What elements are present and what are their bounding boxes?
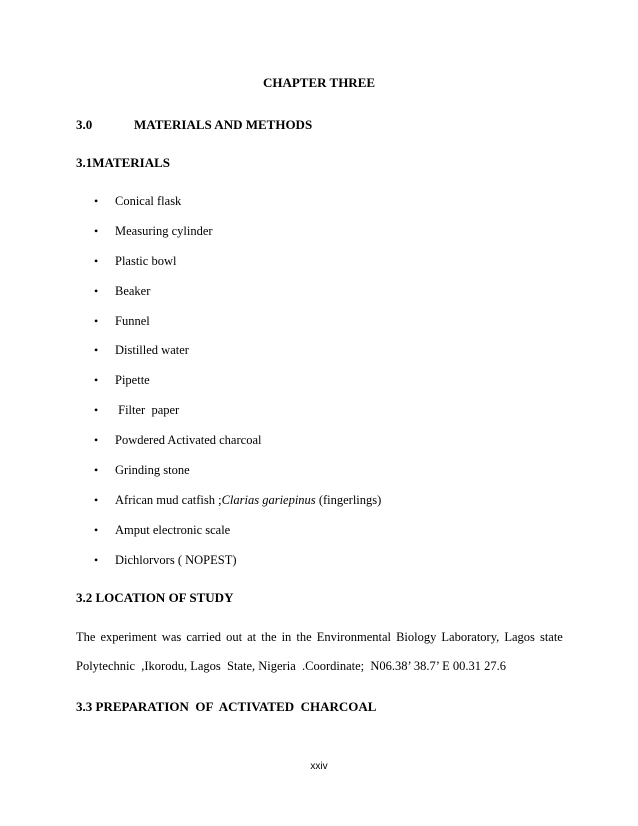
section-3-3-heading: 3.3 PREPARATION OF ACTIVATED CHARCOAL	[76, 699, 377, 714]
bullet-icon: •	[94, 313, 99, 328]
list-item: • Powdered Activated charcoal	[94, 433, 262, 448]
list-item: • Plastic bowl	[94, 253, 177, 268]
chapter-title: CHAPTER THREE	[262, 75, 376, 90]
section-3-1-heading: 3.1MATERIALS	[76, 155, 171, 170]
list-item: • Beaker	[94, 283, 151, 298]
list-item: • Pipette	[94, 373, 150, 388]
section-number: 3.0	[76, 117, 93, 132]
bullet-icon: •	[94, 403, 99, 418]
bullet-icon: •	[94, 283, 99, 298]
list-item: • Dichlorvors ( NOPEST)	[94, 552, 237, 567]
bullet-icon: •	[94, 433, 99, 448]
bullet-icon: •	[94, 373, 99, 388]
bullet-icon: •	[94, 492, 99, 507]
section-title: MATERIALS AND METHODS	[134, 117, 313, 132]
list-item: • Grinding stone	[94, 463, 190, 478]
materials-list	[94, 194, 381, 583]
list-item: • Distilled water	[94, 343, 189, 358]
bullet-icon: •	[94, 552, 99, 567]
list-item: • African mud catfish ;Clarias gariepinus (fingerlings)	[94, 492, 382, 507]
paragraph-line: The experiment was carried out at the in the Environmental Biology Laboratory, Lagos state	[76, 630, 563, 644]
bullet-icon: •	[94, 253, 99, 268]
section-3-2-heading: 3.2 LOCATION OF STUDY	[76, 590, 234, 605]
list-item: • Filter paper	[94, 403, 180, 418]
list-item: • Measuring cylinder	[94, 223, 213, 238]
bullet-icon: •	[94, 522, 99, 537]
species-name: Clarias gariepinus	[221, 492, 316, 507]
page-number: xxiv	[310, 761, 328, 772]
list-item: • Conical flask	[94, 194, 182, 208]
bullet-icon: •	[94, 194, 99, 208]
section-3-0-heading	[76, 117, 312, 133]
list-item: • Funnel	[94, 313, 150, 328]
paragraph-line: Polytechnic ,Ikorodu, Lagos State, Nigeria .Coordinate; N06.38’ 38.7’ E 00.31 27.6	[76, 659, 507, 673]
list-item: • Amput electronic scale	[94, 522, 231, 537]
bullet-icon: •	[94, 463, 99, 478]
bullet-icon: •	[94, 343, 99, 358]
bullet-icon: •	[94, 223, 99, 238]
